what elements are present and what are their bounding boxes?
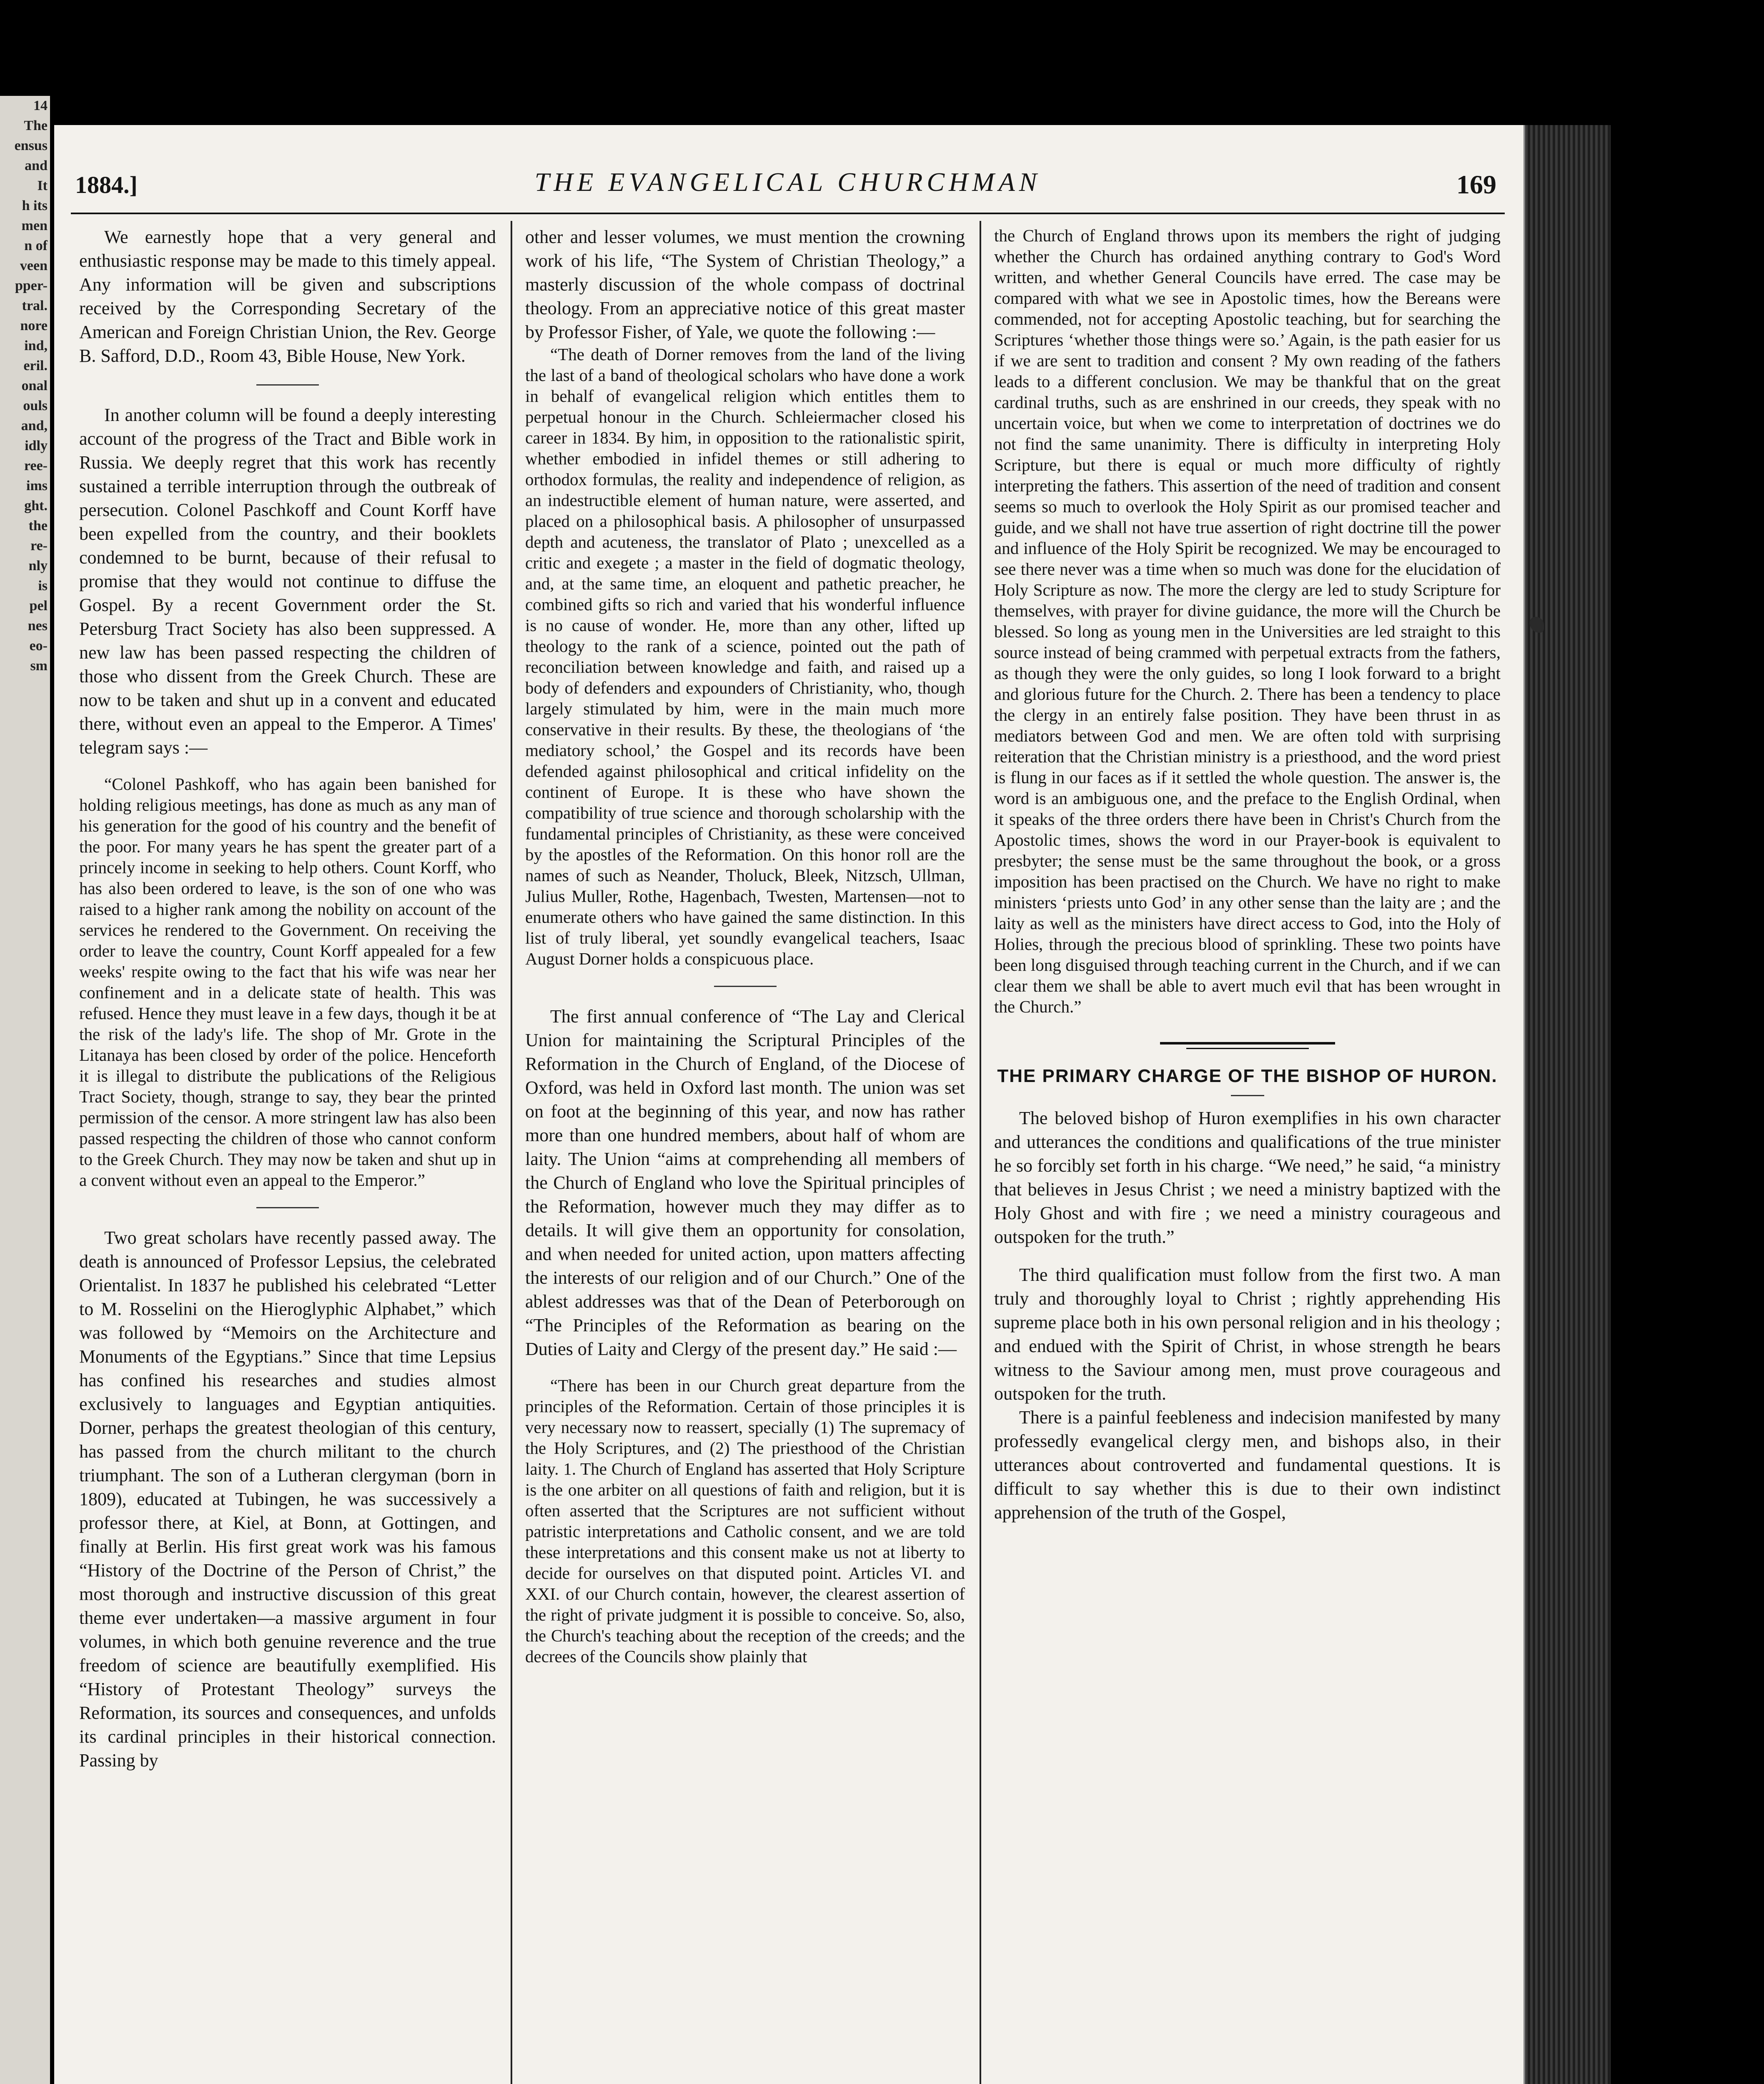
quoted-paragraph: the Church of England throws upon its members the right of judging whether the Church has ordained anything contrary to God's Word written, and whether General Councils have erred. The case may be compared with what we see in Apostolic times, how the Bereans were commended, not for accepting Apostolic teaching, but for searching the Scriptures ‘whether those things were so.’ Again, is the path easier for us if we are sent to tradition and consent ? My own reading of the fathers leads to a different conclusion. We may be thankful that on the great cardinal truths, such as are enshrined in our creeds, they speak with no uncertain voice, but when we come to interpretation of doctrines we do not find the same unanimity. There is difficulty in interpreting Holy Scripture, but there is equal or much more difficulty of rightly interpreting the fathers. This assertion of the need of tradition and consent seems so much to overlook the Holy Spirit as our promised teacher and guide, and we shall not have true assertion of right doctrine till the power and influence of the Holy Spirit be recognized. We may be encouraged to see there never was a time when so much was done for the elucidation of Holy Scripture as now. The more the clergy are led to study Scripture for themselves, with prayer for divine guidance, the more will the Church be blessed. So long as young men in the Universities are led straight to this source instead of being crammed with perpetual extracts from the fathers, as though they were the only guides, so long I look forward to a bright and glorious future for the Church. 2. There has been a tendency to place the clergy in an entirely false position. They have been thrust in as mediators between God and men. We are often told with surprising reiteration that the Christian ministry is a priesthood, and the word priest is flung in our faces as if it settled the whole question. The answer is, the word is an ambiguous one, and the preface to the English Ordinal, when it speaks of the three orders there have been in Christ's Church from the Apostolic times, shows the word in our Prayer-book is equivalent to presbyter; the sense must be the same throughout the book, or a gross imposition has been practised on the Church. We have no right to make ministers ‘priests unto God’ in any other sense than the laity are ; and the laity as well as the ministers have direct access to God, into the Holy of Holies, through the precious blood of sprinkling. These two points have been long disguised through teaching current in the Church, and if we can clear them we shall be able to avert much evil that has been wrought in the Church.” xyxy=(994,226,1501,1016)
paragraph: In another column will be found a deeply interesting account of the progress of the Tract and Bible work in Russia. We deeply regret that this work has recently sustained a terrible interruption through the outbreak of persecution. Colonel Paschkoff and Count Korff have been expelled from the country, and their booklets condemned to be burnt, because of their refusal to promise that they would not continue to diffuse the Gospel. By a recent Government order the St. Petersburg Tract Society has also been suppressed. A new law has been passed respecting the children of those who dissent from the Greek Church. These are now to be taken and shut up in a convent and educated there, without even an appeal to the Emperor. A Times' telegram says :— xyxy=(79,405,496,758)
paragraph: other and lesser volumes, we must mention the crowning work of his life, “The System of Christian Theology,” a masterly discussion of the whole compass of doctrinal theology. From an appreciative notice of this great master by Professor Fisher, of Yale, we quote the following :— xyxy=(525,227,965,342)
margin-fragment: and xyxy=(25,158,48,173)
book-page-edges xyxy=(1523,125,1611,2084)
margin-fragment: It xyxy=(37,178,48,193)
section-heading: THE PRIMARY CHARGE OF THE BISHOP OF HURON. xyxy=(997,1066,1498,1086)
column-2 xyxy=(525,225,965,1667)
margin-fragment: ree- xyxy=(24,458,48,473)
margin-fragment: eril. xyxy=(23,358,48,373)
margin-fragment: is xyxy=(38,578,48,594)
section-double-rule xyxy=(1160,1042,1335,1049)
margin-fragment: nly xyxy=(28,558,48,574)
margin-fragment: n of xyxy=(24,238,48,253)
column-divider xyxy=(511,221,512,2084)
paragraph: Two great scholars have recently passed away. The death is announced of Professor Lepsius, the celebrated Orientalist. In 1837 he published his celebrated “Letter to M. Rosselini on the Hieroglyphic Alphabet,” which was followed by “Memoirs on the Architecture and Monuments of the Egyptians.” Since that time Lepsius has confined his researches and studies almost exclusively to languages and Egyptian antiquities. Dorner, perhaps the greatest theologian of this century, has passed from the church militant to the church triumphant. The son of a Lutheran clergyman (born in 1809), educated at Tubingen, he was successively a professor there, at Kiel, at Bonn, at Gottingen, and finally at Berlin. His first great work was his famous “History of the Doctrine of the Person of Christ,” the most thorough and instructive discussion of this great theme ever undertaken—a massive argument in four volumes, in which both genuine reverence and the true freedom of science are beautifully exemplified. His “History of Protestant Theology” surveys the Reformation, its sources and consequences, and unfolds its cardinal principles in their historical connection. Passing by xyxy=(79,1227,496,1771)
publication-title: THE EVANGELICAL CHURCHMAN xyxy=(534,167,1041,197)
paragraph: We earnestly hope that a very general and enthusiastic response may be made to this timely appeal. Any information will be given and subscriptions received by the Corresponding Secretary of the American and Foreign Christian Union, the Rev. George B. Safford, D.D., Room 43, Bible House, New York. xyxy=(79,227,496,366)
column-1 xyxy=(79,225,496,1772)
running-header xyxy=(71,167,1505,204)
margin-fragment: 14 xyxy=(33,98,48,113)
newspaper-page xyxy=(54,125,1523,2084)
margin-fragment: men xyxy=(21,218,48,233)
margin-fragment: ensus xyxy=(14,138,48,153)
previous-page-fragment xyxy=(0,96,50,2084)
margin-fragment: pel xyxy=(29,598,48,614)
margin-fragment: ght. xyxy=(24,498,48,513)
page-number: 169 xyxy=(1456,170,1496,199)
margin-fragment: veen xyxy=(20,258,48,273)
heading-rule xyxy=(1231,1095,1264,1096)
quoted-paragraph: “The death of Dorner removes from the land of the living the last of a band of theological scholars who have done a work in behalf of evangelical religion which entitles them to perpetual honour in the Church. Schleiermacher closed his career in 1834. By him, in opposition to the rationalistic spirit, whether embodied in infidel themes or still adhering to orthodox formulas, the reality and independence of religion, as an indestructible element of human nature, were asserted, and placed on a philosophical basis. A philosopher of unsurpassed depth and acuteness, the translator of Plato ; unexcelled as a critic and exegete ; a master in the field of dogmatic theology, and, at the same time, an eloquent and pathetic preacher, he combined gifts so rich and varied that his wonderful influence is no cause of wonder. He, more than any other, lifted up theology to the rank of a science, pointed out the path of reconciliation between knowledge and faith, and raised up a body of defenders and expounders of Christianity, who, though largely stimulated by him, were in the main much more conservative in their results. By these, the theologians of ‘the mediatory school,’ the Gospel and its records have been defended against philosophical and critical infidelity on the continent of Europe. It is these who have shown the compatibility of true science and thorough scholarship with the fundamental principles of Christianity, as these were conceived by the apostles of the Reformation. On this honor roll are the names of such as Neander, Tholuck, Bleek, Nitzsch, Ullman, Julius Muller, Rothe, Hagenbach, Twesten, Martensen—not to enumerate others who have gained the same distinction. In this list of truly liberal, yet soundly evangelical teachers, Isaac August Dorner holds a conspicuous place. xyxy=(525,345,965,968)
section-separator xyxy=(256,384,319,386)
paragraph: The first annual conference of “The Lay and Clerical Union for maintaining the Scriptural Principles of the Reformation in the Church of England, of the Diocese of Oxford, was held in Oxford last month. The union was set on foot at the beginning of this year, and now has rather more than one hundred members, about half of whom are laity. The Union “aims at comprehending all members of the Church of England who love the Spiritual principles of the Reformation, however much they may differ as to details. It will give them an opportunity for consolation, and when needed for united action, upon matters affecting the interests of our religion and of our Church.” One of the ablest addresses was that of the Dean of Peterborough on “The Principles of the Reformation as bearing on the Duties of Laity and Clergy of the present day.” He said :— xyxy=(525,1006,965,1359)
column-3 xyxy=(994,225,1501,1524)
paragraph: The beloved bishop of Huron exemplifies in his own character and utterances the conditions and qualifications of the true minister he so forcibly set forth in his charge. “We need,” he said, “a ministry that believes in Jesus Christ ; we need a ministry baptized with the Holy Ghost and with fire ; we need a ministry courageous and outspoken for the truth.” xyxy=(994,1108,1501,1247)
margin-fragment: eo- xyxy=(29,638,48,654)
column-divider xyxy=(980,221,981,2084)
margin-fragment: ind, xyxy=(24,338,48,353)
margin-fragment: re- xyxy=(30,538,48,554)
section-separator xyxy=(714,986,777,987)
quoted-paragraph: “Colonel Pashkoff, who has again been banished for holding religious meetings, has done as much as any man of his generation for the good of his country and the benefit of the poor. For many years he has spent the greater part of a princely income in seeking to help others. Count Korff, who has also been ordered to leave, is the son of one who was raised to a higher rank among the nobility on account of the services he rendered to the Government. On receiving the order to leave the country, Count Korff appealed for a few weeks' respite owing to the fact that his wife was near her confinement and in a delicate state of health. This was refused. Hence they must leave in a few days, though it be at the risk of the lady's life. The shop of Mr. Grote in the Litanaya has been closed by order of the police. Henceforth it is illegal to distribute the publications of the Religious Tract Society, though, strange to say, they bear the printed permission of the censor. A more stringent law has also been passed respecting the children of those who cannot conform to the Greek Church. They may now be taken and shut up in a convent without even an appeal to the Emperor.” xyxy=(79,774,496,1190)
margin-fragment: idly xyxy=(25,438,48,453)
margin-fragment: nore xyxy=(20,318,48,333)
margin-fragment: pper- xyxy=(15,278,48,293)
margin-fragment: nes xyxy=(28,618,48,634)
margin-fragment: and, xyxy=(21,418,48,433)
margin-fragment: the xyxy=(28,518,48,534)
margin-fragment: ouls xyxy=(23,398,48,413)
header-rule xyxy=(71,213,1505,214)
margin-fragment: ims xyxy=(26,478,48,493)
margin-fragment: sm xyxy=(30,658,48,674)
margin-fragment: The xyxy=(24,118,48,133)
margin-fragment: h its xyxy=(22,198,48,213)
issue-year: 1884.] xyxy=(75,171,138,198)
paragraph: There is a painful feebleness and indecision manifested by many professedly evangelical clergy men, and bishops also, in their utterances about controverted and fundamental questions. It is difficult to say whether this is due to their own indistinct apprehension of the truth of the Gospel, xyxy=(994,1407,1501,1523)
section-separator xyxy=(256,1207,319,1208)
margin-fragment: onal xyxy=(21,378,48,393)
margin-fragment: tral. xyxy=(22,298,48,313)
quoted-paragraph: “There has been in our Church great departure from the principles of the Reformation. Certain of those principles it is very necessary now to reassert, specially (1) The supremacy of the Holy Scriptures, and (2) The priesthood of the Christian laity. 1. The Church of England has asserted that Holy Scripture is the one arbiter on all questions of faith and religion, but it is often asserted that the Scriptures are not sufficient without patristic interpretations and Catholic consent, and we are told these interpretations and this consent make us not at liberty to decide for ourselves on that disputed point. Articles VI. and XXI. of our Church contain, however, the clearest assertion of the right of private judgment it is possible to conceive. So, also, the Church's teaching about the reception of the creeds; and the decrees of the Councils show plainly that xyxy=(525,1376,965,1666)
paragraph: The third qualification must follow from the first two. A man truly and thoroughly loyal to Christ ; rightly apprehending His supreme place both in his own personal religion and in his theology ; and endued with the Spirit of Christ, in whose strength he bears witness to the Saviour among men, must prove courageous and outspoken for the truth. xyxy=(994,1265,1501,1404)
